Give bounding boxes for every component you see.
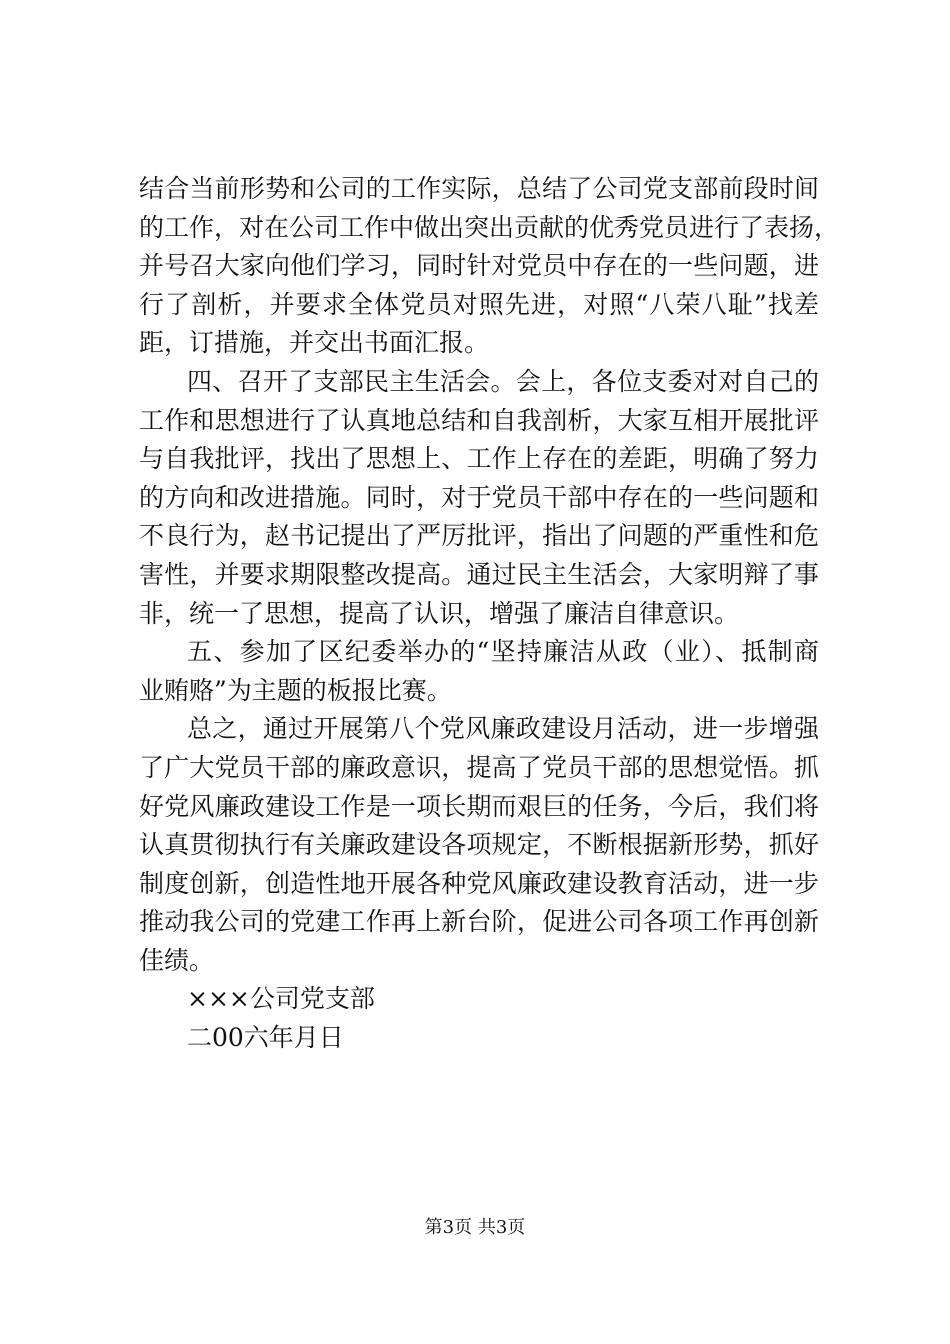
text-line: 好党风廉政建设工作是一项长期而艰巨的任务，今后，我们将	[139, 791, 819, 821]
text-line: 并号召大家向他们学习，同时针对党员中存在的一些问题，进	[139, 251, 819, 281]
text-line: 五、参加了区纪委举办的“坚持廉洁从政（业）、抵制商	[187, 637, 819, 667]
page-footer	[0, 1216, 950, 1240]
date-line: 二00六年月日	[187, 1023, 344, 1053]
paragraph-conclusion	[139, 710, 819, 980]
paragraph-blackboard-contest	[139, 633, 819, 710]
text-line: 总之，通过开展第八个党风廉政建设月活动，进一步增强	[187, 714, 819, 744]
text-line: 四、召开了支部民主生活会。会上，各位支委对对自己的	[187, 366, 819, 396]
signature-line: ×××公司党支部	[187, 984, 375, 1014]
text-line: 结合当前形势和公司的工作实际，总结了公司党支部前段时间	[139, 174, 819, 203]
text-line: 工作和思想进行了认真地总结和自我剖析，大家互相开展批评	[139, 405, 819, 435]
paragraph-work-summary	[139, 170, 840, 363]
text-line: 行了剖析，并要求全体党员对照先进，对照“八荣八耻”找差	[139, 289, 819, 319]
text-line: 害性，并要求期限整改提高。通过民主生活会，大家明辩了事	[139, 559, 819, 589]
text-line: 了广大党员干部的廉政意识，提高了党员干部的思想觉悟。抓	[139, 752, 819, 782]
paragraph-democratic-life-meeting	[139, 363, 819, 633]
text-line: 与自我批评，找出了思想上、工作上存在的差距，明确了努力	[139, 444, 819, 474]
text-line: 的工作，对在公司工作中做出突出贡献的优秀党员进行了表扬，	[139, 212, 840, 242]
page-number: 第3页 共3页	[424, 1217, 526, 1238]
text-line: 佳绩。	[139, 945, 215, 975]
document-body	[139, 170, 840, 1058]
text-line: 不良行为，赵书记提出了严厉批评，指出了问题的严重性和危	[139, 521, 819, 551]
text-line: 认真贯彻执行有关廉政建设各项规定，不断根据新形势，抓好	[139, 830, 819, 860]
text-line: 推动我公司的党建工作再上新台阶，促进公司各项工作再创新	[139, 907, 819, 937]
text-line: 业贿赂”为主题的板报比赛。	[139, 675, 452, 705]
text-line: 非，统一了思想，提高了认识，增强了廉洁自律意识。	[139, 598, 740, 628]
text-line: 制度创新，创造性地开展各种党风廉政建设教育活动，进一步	[139, 868, 819, 898]
text-line: 距，订措施，并交出书面汇报。	[139, 328, 490, 358]
text-line: 的方向和改进措施。同时，对于党员干部中存在的一些问题和	[139, 482, 819, 512]
